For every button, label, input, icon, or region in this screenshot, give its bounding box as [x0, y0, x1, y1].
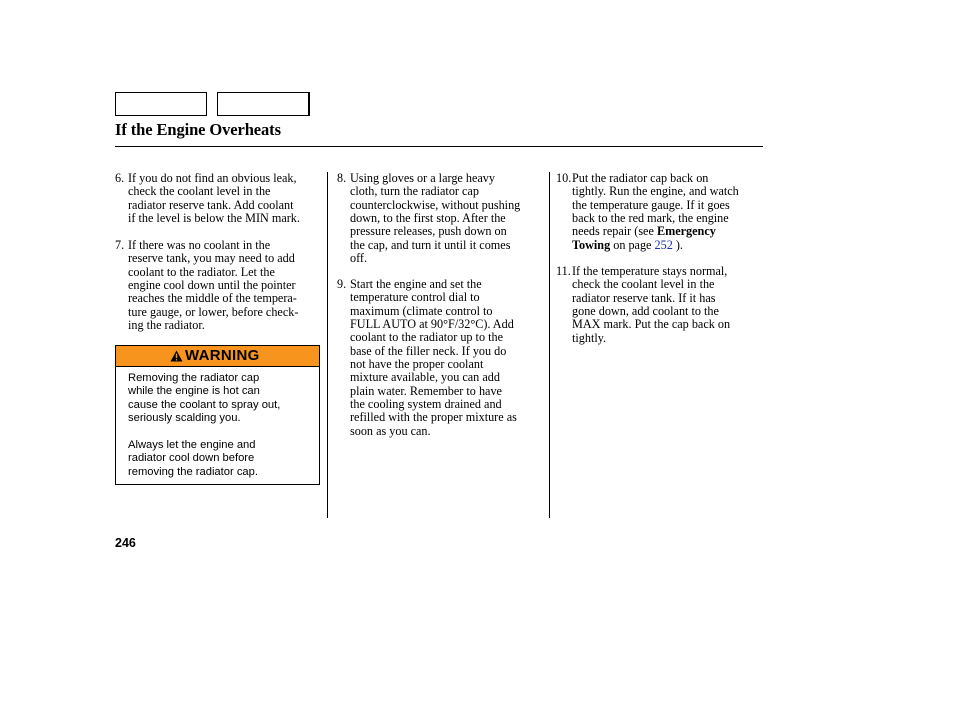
step-line: gone down, add coolant to the: [572, 304, 719, 319]
warning-line: Always let the engine and: [128, 439, 256, 451]
warning-line: Removing the radiator cap: [128, 372, 260, 384]
step-line: temperature control dial to: [350, 290, 480, 305]
step-line: Start the engine and set the: [350, 277, 482, 291]
warning-line: while the engine is hot can: [128, 385, 260, 398]
step-text: [128, 172, 300, 225]
step-number: 6.: [115, 171, 125, 185]
step-line: FULL AUTO at 90°F/32°C). Add: [350, 317, 514, 332]
step-line: not have the proper coolant: [350, 357, 484, 372]
step-number: 8.: [337, 171, 347, 185]
step-line: ing the radiator.: [128, 318, 205, 333]
step-text: [350, 172, 520, 265]
step-line-reference: [572, 239, 739, 252]
step-text: [572, 172, 739, 252]
step-number: 10.: [556, 171, 572, 185]
step-line: mixture available, you can add: [350, 370, 500, 385]
warning-line: seriously scalding you.: [128, 412, 241, 425]
warning-line: removing the radiator cap.: [128, 465, 258, 478]
step-line: engine cool down until the pointer: [128, 278, 296, 293]
step-line: needs repair (see: [572, 224, 654, 239]
step-line-reference: [572, 225, 739, 238]
step-line: plain water. Remember to have: [350, 383, 502, 398]
step-line: ture gauge, or lower, before check-: [128, 304, 299, 319]
warning-header: [116, 346, 319, 367]
warning-triangle-icon: [170, 350, 183, 362]
warning-label: WARNING: [185, 347, 260, 364]
step-line: base of the filler neck. If you do: [350, 343, 507, 358]
page-title: If the Engine Overheats: [115, 120, 281, 139]
step-line: If there was no coolant in the: [128, 238, 271, 252]
step-line: cloth, turn the radiator cap: [350, 184, 479, 199]
step-line: MAX mark. Put the cap back on: [572, 317, 731, 332]
step-number: 9.: [337, 277, 347, 291]
step-text: [350, 278, 517, 438]
step-text: [572, 265, 730, 345]
column-divider-2: [549, 172, 550, 518]
step-line: reserve tank, you may need to add: [128, 251, 295, 266]
reference-title-part-1: Emergency: [656, 224, 716, 239]
step-line: refilled with the proper mixture as: [350, 410, 517, 425]
column-divider-1: [327, 172, 328, 518]
nav-box-previous[interactable]: [115, 92, 207, 116]
step-line: tightly.: [572, 330, 607, 345]
step-number: 11.: [556, 264, 571, 278]
step-line: counterclockwise, without pushing: [350, 197, 521, 212]
step-line: off.: [350, 251, 368, 266]
step-line: If you do not find an obvious leak,: [128, 171, 297, 185]
page-reference-link[interactable]: 252: [654, 237, 673, 252]
step-line: radiator reserve tank. Add coolant: [128, 197, 294, 212]
step-line: coolant to the radiator. Let the: [128, 264, 275, 279]
step-line: back to the red mark, the engine: [572, 211, 729, 226]
step-line: Using gloves or a large heavy: [350, 171, 495, 185]
warning-paragraph-1: [128, 372, 280, 425]
step-line: reaches the middle of the tempera-: [128, 291, 297, 306]
step-line: coolant to the radiator up to the: [350, 330, 503, 345]
step-line: soon as you can.: [350, 423, 431, 438]
step-number: 7.: [115, 238, 125, 252]
step-line: check the coolant level in the: [128, 184, 271, 199]
step-line: the cooling system drained and: [350, 397, 502, 412]
reference-on-page: on page: [613, 237, 652, 252]
warning-paragraph-2: [128, 439, 258, 479]
warning-box: [115, 345, 320, 485]
step-line: down, to the first stop. After the: [350, 211, 506, 226]
step-line: tightly. Run the engine, and watch: [572, 184, 739, 199]
nav-box-contents[interactable]: [217, 92, 310, 116]
step-line: the cap, and turn it until it comes: [350, 237, 511, 252]
step-line: maximum (climate control to: [350, 303, 493, 318]
warning-line: radiator cool down before: [128, 452, 255, 465]
title-divider: [115, 146, 763, 147]
step-text: [128, 239, 298, 332]
step-line: If the temperature stays normal,: [572, 264, 728, 278]
step-line: radiator reserve tank. If it has: [572, 290, 716, 305]
step-line: Put the radiator cap back on: [572, 171, 709, 185]
step-line: pressure releases, push down on: [350, 224, 507, 239]
reference-title-part-2: Towing: [572, 237, 611, 252]
step-line: check the coolant level in the: [572, 277, 715, 292]
page-number: 246: [115, 536, 136, 550]
step-line: the temperature gauge. If it goes: [572, 197, 730, 212]
step-line: if the level is below the MIN mark.: [128, 211, 300, 226]
warning-line: cause the coolant to spray out,: [128, 398, 281, 411]
reference-close: ).: [675, 237, 683, 252]
